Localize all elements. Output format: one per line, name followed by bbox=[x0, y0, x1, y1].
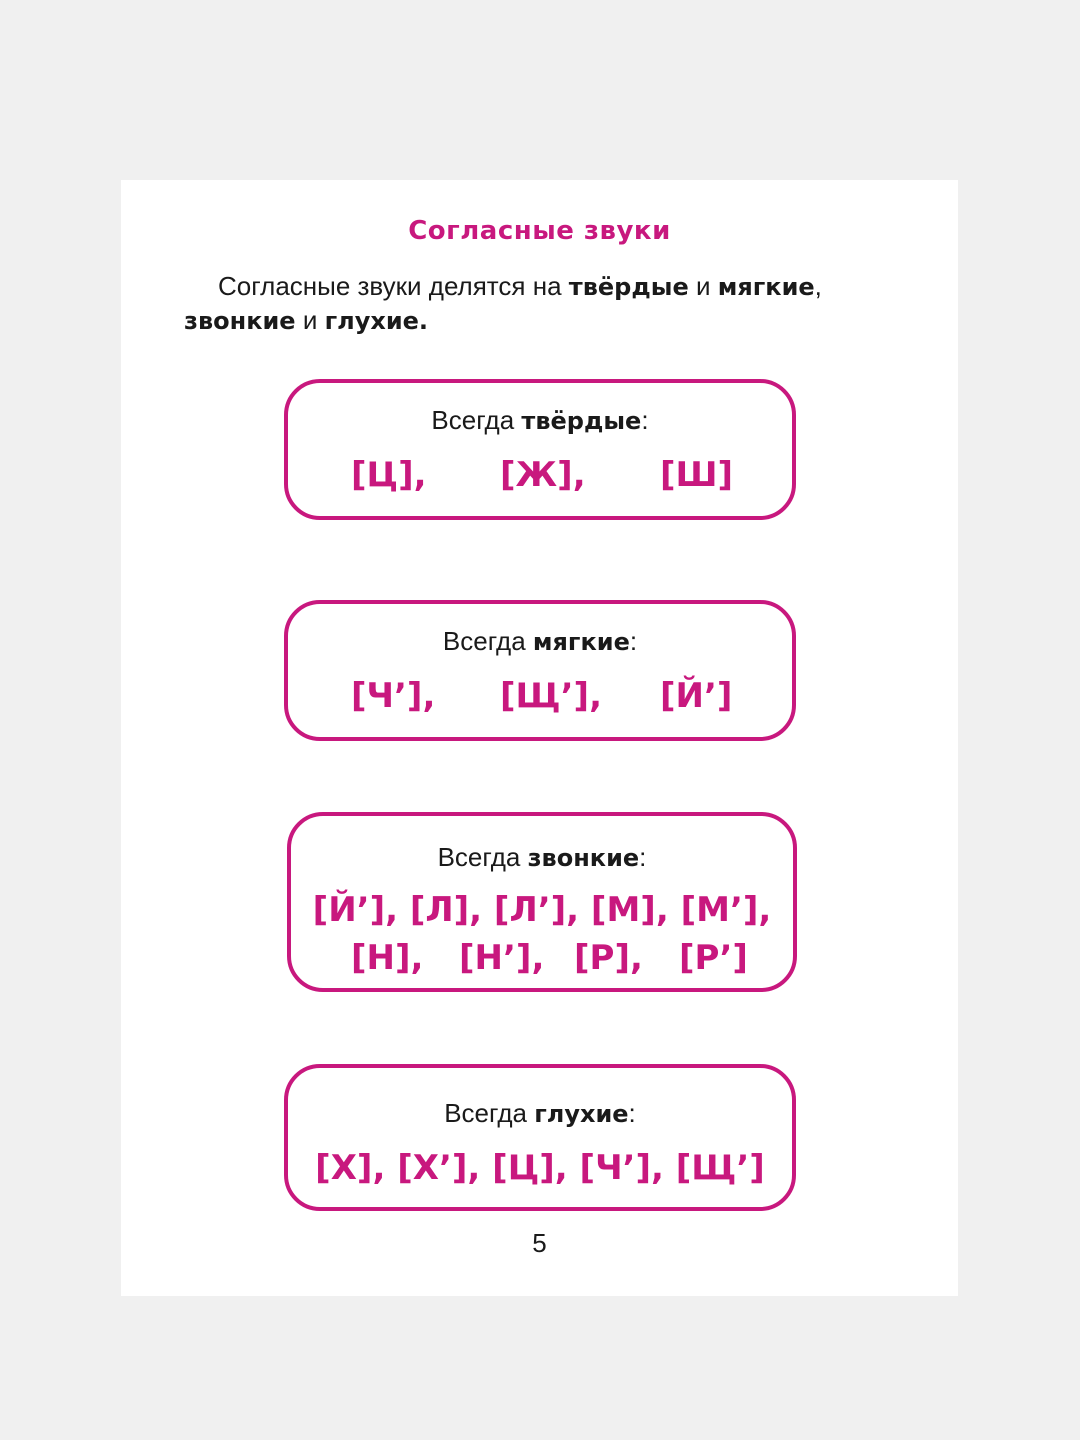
intro-text: Согласные звуки делятся на bbox=[218, 271, 562, 301]
caption-word: звонкие bbox=[527, 844, 640, 872]
caption-word: глухие bbox=[534, 1100, 629, 1128]
caption-word: твёрдые bbox=[521, 407, 642, 435]
intro-line-2 bbox=[184, 305, 428, 335]
sound-item: [Щ’], bbox=[500, 676, 602, 716]
caption-colon: : bbox=[629, 626, 638, 656]
page-title: Согласные звуки bbox=[408, 216, 671, 246]
deaf-sounds-caption bbox=[288, 1098, 792, 1129]
intro-deaf-word: глухие. bbox=[324, 307, 429, 335]
caption-word: мягкие bbox=[532, 628, 630, 656]
sound-item: [Н], bbox=[351, 938, 424, 978]
caption-prefix: Всегда bbox=[437, 842, 521, 872]
caption-prefix: Всегда bbox=[444, 1098, 527, 1128]
intro-soft-word: мягкие bbox=[717, 273, 815, 301]
sound-item: [Ш] bbox=[660, 455, 734, 495]
caption-colon: : bbox=[639, 842, 647, 872]
intro-comma: , bbox=[814, 271, 822, 301]
sound-item: [Р’] bbox=[679, 938, 748, 978]
intro-voiced-word: звонкие bbox=[184, 307, 296, 335]
voiced-sounds-line-1: [Й’], [Л], [Л’], [М], [М’], bbox=[312, 890, 772, 930]
sound-item: [Р], bbox=[574, 938, 643, 978]
intro-line-1 bbox=[184, 270, 904, 304]
caption-prefix: Всегда bbox=[431, 405, 515, 435]
hard-sounds-box bbox=[284, 379, 796, 520]
intro-and-1: и bbox=[695, 271, 711, 301]
sound-item: [Н’], bbox=[459, 938, 545, 978]
caption-prefix: Всегда bbox=[442, 626, 526, 656]
sound-item: [Ц], bbox=[351, 455, 427, 495]
sound-item: [Й’] bbox=[660, 676, 733, 716]
deaf-sounds-list: [Х], [Х’], [Ц], [Ч’], [Щ’] bbox=[315, 1148, 765, 1188]
caption-colon: : bbox=[628, 1098, 636, 1128]
caption-colon: : bbox=[641, 405, 649, 435]
soft-sounds-box bbox=[284, 600, 796, 741]
deaf-sounds-box bbox=[284, 1064, 796, 1211]
voiced-sounds-box bbox=[287, 812, 797, 992]
intro-paragraph bbox=[184, 270, 904, 338]
intro-and-2: и bbox=[302, 305, 318, 335]
soft-sounds-caption bbox=[288, 626, 792, 657]
voiced-sounds-caption bbox=[291, 842, 793, 873]
intro-hard-word: твёрдые bbox=[568, 273, 689, 301]
hard-sounds-caption bbox=[288, 405, 792, 436]
page-number: 5 bbox=[532, 1228, 547, 1258]
sound-item: [Ж], bbox=[500, 455, 586, 495]
sound-item: [Ч’], bbox=[351, 676, 436, 716]
book-page bbox=[121, 180, 958, 1296]
